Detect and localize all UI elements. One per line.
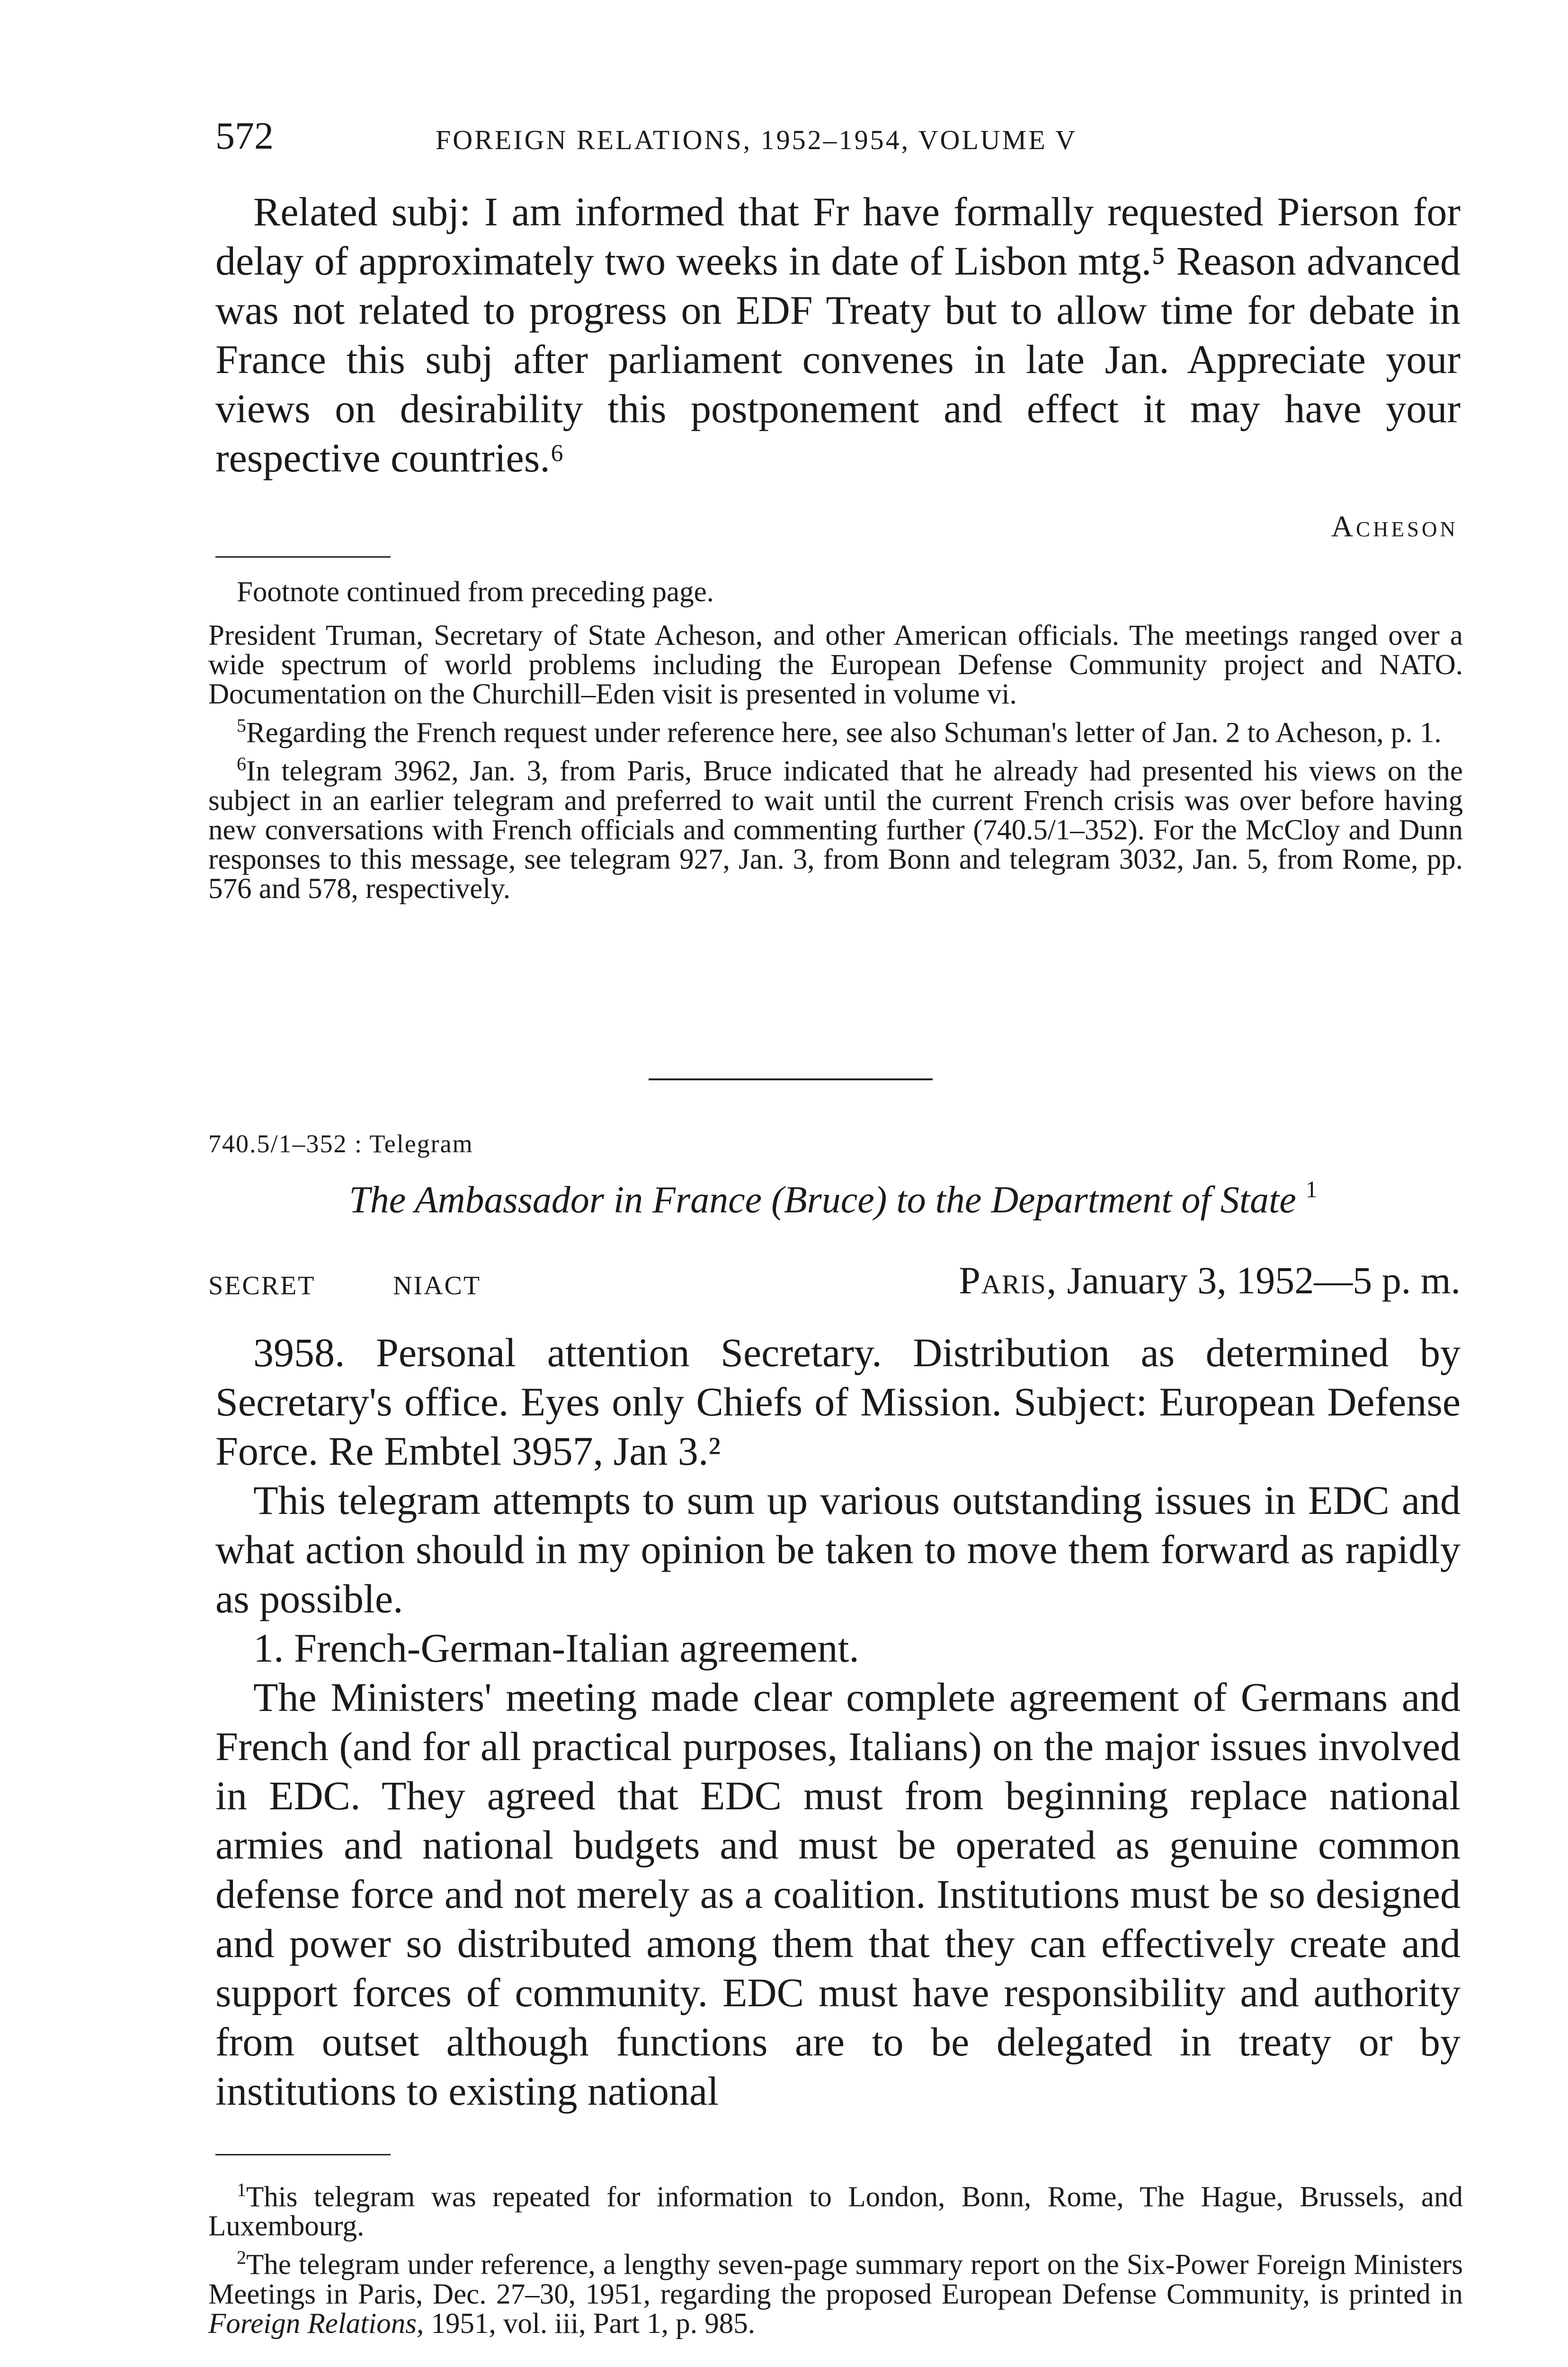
place-and-date xyxy=(959,1258,1461,1303)
document-title-footnote: 1 xyxy=(1305,1176,1318,1202)
place-city: Paris, xyxy=(959,1259,1058,1302)
signature: Acheson xyxy=(1331,509,1458,543)
section-divider xyxy=(649,1078,933,1080)
footnote-continued-text: President Truman, Secretary of State Acheson, and other American officials. The meetings ranged over a wide spectrum of world problems including the European Defense Community project and NATO. Documentation on the Churchill–Eden visit is presented in volume vi. xyxy=(208,620,1463,710)
footnotes-bottom xyxy=(208,2175,1463,2340)
footnote-2-tail: , 1951, vol. iii, Part 1, p. 985. xyxy=(416,2307,755,2340)
footnote-2 xyxy=(208,2243,1463,2338)
classification: SECRET xyxy=(208,1271,316,1300)
footnote-continued-note: Footnote continued from preceding page. xyxy=(237,576,714,608)
continuation-paragraph: Related subj: I am informed that Fr have formally requested Pierson for delay of approximately two weeks in date of Lisbon mtg.⁵ Reason advanced was not related to progress on EDF Treaty but to allow time for debate in France this subj after parliament convenes in late Jan. Appreciate your views on desirability this postponement and effect it may have your respective countries.⁶ xyxy=(215,189,1461,481)
footnote-6 xyxy=(208,749,1463,903)
telegram-paragraph: The Ministers' meeting made clear complete agreement of Germans and French (and for all practical purposes, Italians) on the major issues involved in EDC. They agreed that EDC must from beginning replace national armies and national budgets and must be operated as genuine common defense force and not merely as a coalition. Institutions must be so designed and power so distributed among them that they can effectively create and support forces of community. EDC must have responsibility and authority from outset although functions are to be delegated in treaty or by institutions to existing national xyxy=(215,1674,1461,2114)
footnote-1-text: This telegram was repeated for information to London, Bonn, Rome, The Hague, Brussels, and Luxembourg. xyxy=(208,2181,1463,2242)
page-header xyxy=(215,114,1459,166)
footnote-1-mark: 1 xyxy=(237,2179,246,2200)
telegram-body xyxy=(215,1328,1461,2116)
document-title xyxy=(208,1176,1458,1222)
precedence: NIACT xyxy=(393,1271,481,1300)
footnote-2-mark: 2 xyxy=(237,2247,246,2269)
footnotes-top xyxy=(208,578,1463,906)
footnote-6-mark: 6 xyxy=(237,753,246,775)
footnote-rule-top xyxy=(215,556,391,558)
place-date: January 3, 1952—5 p. m. xyxy=(1067,1259,1461,1302)
continuation-text xyxy=(215,187,1461,482)
footnote-6-text: In telegram 3962, Jan. 3, from Paris, Bruce indicated that he already had presented his views on the subject in an earlier telegram and preferred to wait until the current French crisis was over before having new conversations with French officials and commenting further (740.5/1–352). For the McCloy and Dunn responses to this message, see telegram 927, Jan. 3, from Bonn and telegram 3032, Jan. 5, from Rome, pp. 576 and 578, respectively. xyxy=(208,755,1463,905)
dateline xyxy=(208,1259,1461,1316)
footnote-1 xyxy=(208,2175,1463,2241)
footnote-2-lead: The telegram under reference, a lengthy seven-page summary report on the Six-Power Foreign Ministers Meetings in Paris, Dec. 27–30, 1951, regarding the proposed European Defense Community, is printed in xyxy=(208,2249,1463,2310)
footnote-5 xyxy=(208,711,1463,747)
telegram-paragraph: This telegram attempts to sum up various outstanding issues in EDC and what action should in my opinion be taken to move them forward as rapidly as possible. xyxy=(215,1477,1461,1621)
footnote-5-text: Regarding the French request under reference here, see also Schuman's letter of Jan. 2 to Acheson, p. 1. xyxy=(246,717,1442,749)
running-title: FOREIGN RELATIONS, 1952–1954, VOLUME V xyxy=(436,125,1077,155)
footnote-rule-bottom xyxy=(215,2154,391,2155)
footnote-2-italic: Foreign Relations xyxy=(208,2307,417,2340)
footnote-5-mark: 5 xyxy=(237,715,246,736)
telegram-paragraph: 1. French-German-Italian agreement. xyxy=(253,1625,859,1671)
page-number: 572 xyxy=(215,114,274,157)
document-title-text: The Ambassador in France (Bruce) to the Department of State xyxy=(349,1179,1296,1221)
telegram-paragraph: 3958. Personal attention Secretary. Distribution as determined by Secretary's office. Eyes only Chiefs of Mission. Subject: European Defense Force. Re Embtel 3957, Jan 3.² xyxy=(215,1330,1461,1474)
file-number: 740.5/1–352 : Telegram xyxy=(208,1130,473,1158)
